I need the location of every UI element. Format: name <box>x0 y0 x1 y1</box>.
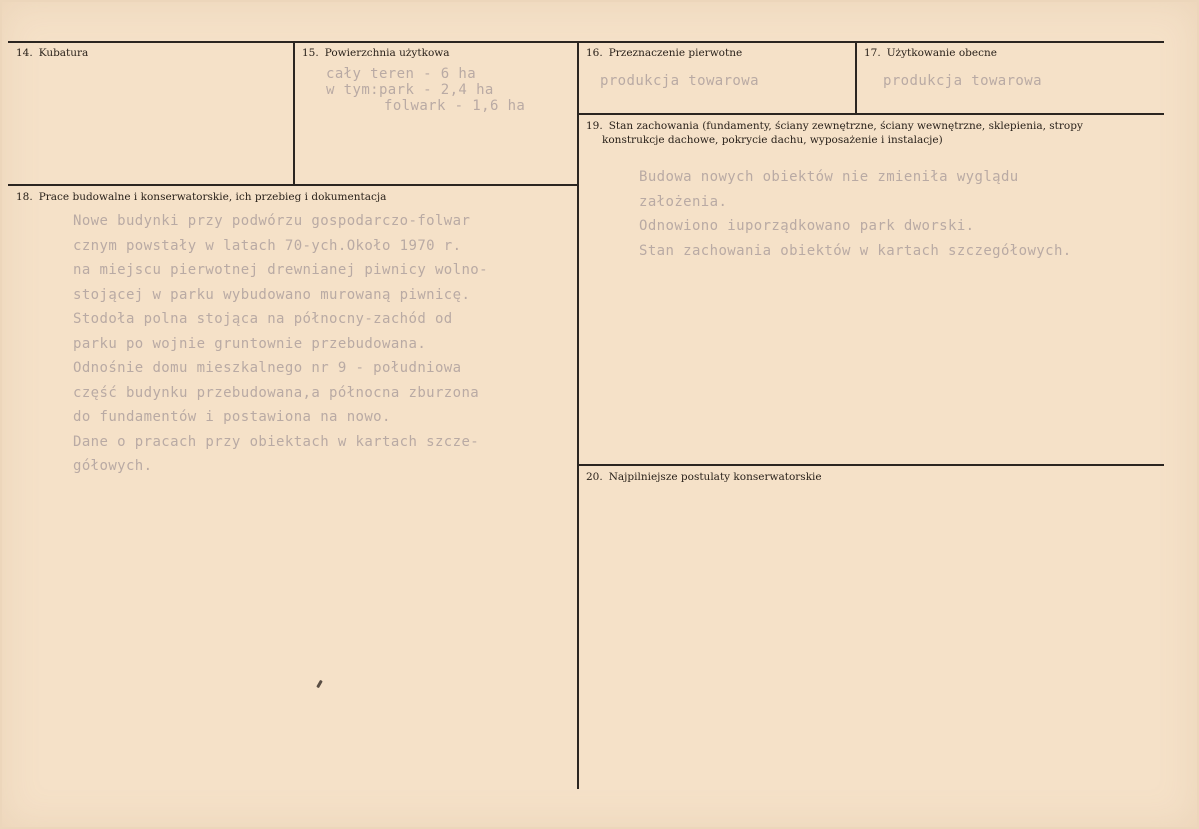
divider-left-right <box>577 42 579 789</box>
field-18-line: do fundamentów i postawiona na nowo. <box>73 409 391 425</box>
field-20-number: 20. <box>586 471 603 483</box>
field-18-line: na miejscu pierwotnej drewnianej piwnicy wolno- <box>73 262 488 278</box>
divider-19-20 <box>578 464 1164 466</box>
field-18-line: gółowych. <box>73 458 153 474</box>
field-15-line: cały teren - 6 ha <box>326 66 477 82</box>
top-border-line <box>8 41 1164 43</box>
field-17-value: produkcja towarowa <box>883 73 1042 89</box>
field-19-number: 19. <box>586 120 603 132</box>
ink-speck <box>316 680 323 688</box>
field-14-label <box>16 46 88 60</box>
field-20-label <box>586 470 822 484</box>
field-18-number: 18. <box>16 191 33 203</box>
field-19-label-cont: konstrukcje dachowe, pokrycie dachu, wyposażenie i instalacje) <box>602 134 943 146</box>
field-18-title: Prace budowalne i konserwatorskie, ich przebieg i dokumentacja <box>38 191 387 203</box>
field-17-number: 17. <box>864 47 881 59</box>
divider-15-18 <box>8 184 578 186</box>
divider-14-15 <box>293 42 295 185</box>
field-15-number: 15. <box>302 47 319 59</box>
field-18-line: stojącej w parku wybudowano murowaną piwnicę. <box>73 286 471 303</box>
field-20-title: Najpilniejsze postulaty konserwatorskie <box>608 471 822 483</box>
field-18-line: część budynku przebudowana,a północna zburzona <box>73 384 480 401</box>
field-19-line: Odnowiono iuporządkowano park dworski. <box>639 218 975 234</box>
field-14-title: Kubatura <box>38 47 89 59</box>
field-18-line: parku po wojnie gruntownie przebudowana. <box>73 335 427 352</box>
field-18-label <box>16 190 386 204</box>
field-15-value <box>326 66 525 114</box>
field-19-title-line1: Stan zachowania (fundamenty, ściany zewnętrzne, ściany wewnętrzne, sklepienia, stropy <box>608 120 1083 132</box>
field-18-line: cznym powstały w latach 70-ych.Około 1970 r. <box>73 237 462 254</box>
field-18-line: Odnośnie domu mieszkalnego nr 9 - południowa <box>73 360 462 376</box>
field-16-title: Przeznaczenie pierwotne <box>608 47 743 59</box>
field-16-value: produkcja towarowa <box>600 73 759 89</box>
field-18-line: Stodoła polna stojąca na północny-zachód od <box>73 311 453 327</box>
field-16-label <box>586 46 742 60</box>
field-19-value <box>639 169 1072 267</box>
field-17-title: Użytkowanie obecne <box>886 47 997 59</box>
field-17-label <box>864 46 997 60</box>
field-15-title: Powierzchnia użytkowa <box>324 47 450 59</box>
field-19-label <box>586 119 1083 133</box>
divider-16-19 <box>578 113 1164 115</box>
divider-16-17 <box>855 42 857 114</box>
field-18-line: Dane o pracach przy obiektach w kartach szcze- <box>73 433 480 450</box>
field-18-value <box>73 213 488 483</box>
field-19-line: Budowa nowych obiektów nie zmieniła wyglądu <box>639 169 1019 185</box>
field-18-line: Nowe budynki przy podwórzu gospodarczo-folwar <box>73 213 471 229</box>
field-19-line: założenia. <box>639 193 728 210</box>
field-15-line: folwark - 1,6 ha <box>384 98 526 114</box>
field-16-number: 16. <box>586 47 603 59</box>
field-15-line: w tym:park - 2,4 ha <box>326 82 494 98</box>
field-14-number: 14. <box>16 47 33 59</box>
field-15-label <box>302 46 450 60</box>
field-19-line: Stan zachowania obiektów w kartach szczegółowych. <box>639 242 1072 259</box>
